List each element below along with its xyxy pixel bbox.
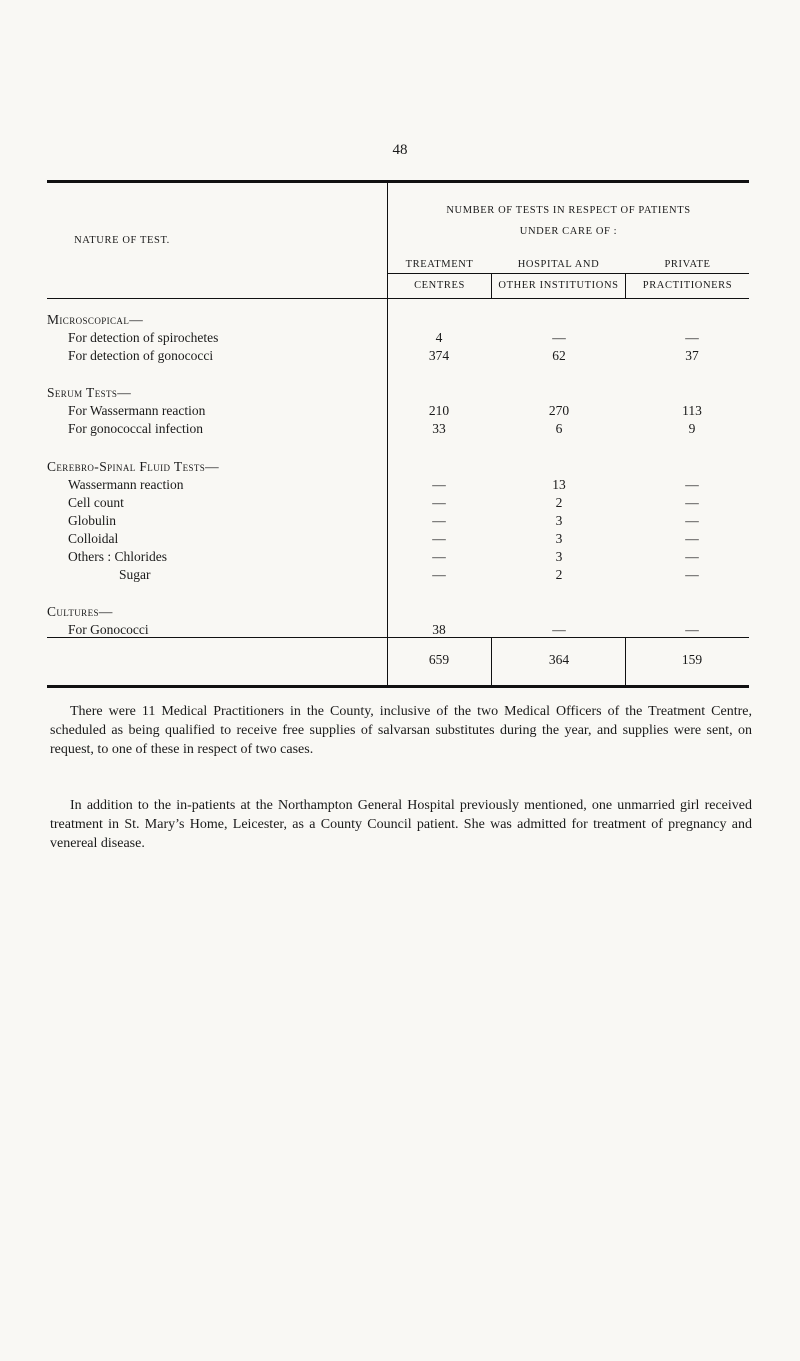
section-title-serum-tests: Serum Tests— bbox=[47, 385, 132, 400]
group-header-line-1: NUMBER OF TESTS IN RESPECT OF PATIENTS bbox=[446, 205, 691, 216]
row-label: Cell count bbox=[68, 495, 124, 510]
cell-treatment: 210 bbox=[428, 403, 450, 418]
row-label: For Gonococci bbox=[68, 622, 149, 637]
cell-private: — bbox=[685, 477, 699, 492]
col-private-header-1: PRIVATE bbox=[664, 259, 711, 270]
cell-hospital: 3 bbox=[555, 531, 563, 546]
col-treatment-header-1: TREATMENT bbox=[405, 259, 474, 270]
cell-treatment: 4 bbox=[435, 330, 443, 345]
cell-hospital: 62 bbox=[552, 348, 566, 363]
cell-treatment: 374 bbox=[428, 348, 450, 363]
cell-private: — bbox=[685, 549, 699, 564]
row-label: Others : Chlorides bbox=[68, 549, 167, 564]
cell-hospital: 3 bbox=[555, 513, 563, 528]
top-rule bbox=[47, 180, 749, 183]
row-label: For detection of spirochetes bbox=[68, 330, 219, 345]
cell-private: — bbox=[685, 531, 699, 546]
section-title-microscopical: Microscopical— bbox=[47, 312, 144, 327]
header-rule bbox=[47, 298, 749, 299]
col-private-header-2: PRACTITIONERS bbox=[642, 280, 733, 291]
section-title-cerebro-spinal: Cerebro-Spinal Fluid Tests— bbox=[47, 459, 220, 474]
paragraph-practitioners: There were 11 Medical Practitioners in the County, inclusive of the two Medical Officers of the Treatment Centre, scheduled as being qualified to receive free supplies of salvarsan substitutes during the year, and supplies were sent, on request, to one of these in respect of two cases. bbox=[50, 704, 752, 757]
cell-hospital: — bbox=[552, 622, 566, 637]
cell-hospital: 270 bbox=[548, 403, 570, 418]
cell-private: — bbox=[685, 495, 699, 510]
test-table bbox=[47, 180, 749, 688]
total-private: 159 bbox=[681, 652, 703, 667]
row-label: Globulin bbox=[68, 513, 117, 528]
column-divider-2-foot bbox=[491, 637, 492, 685]
cell-treatment: — bbox=[432, 549, 446, 564]
cell-hospital: 6 bbox=[555, 421, 563, 436]
row-label: Sugar bbox=[119, 567, 151, 582]
bottom-rule bbox=[47, 685, 749, 688]
col-hospital-header-2: OTHER INSTITUTIONS bbox=[498, 280, 619, 291]
cell-hospital: 13 bbox=[552, 477, 566, 492]
cell-private: — bbox=[685, 622, 699, 637]
cell-hospital: — bbox=[552, 330, 566, 345]
row-label: Wassermann reaction bbox=[68, 477, 184, 492]
cell-treatment: — bbox=[432, 495, 446, 510]
cell-private: 113 bbox=[682, 403, 702, 418]
cell-treatment: — bbox=[432, 531, 446, 546]
cell-treatment: — bbox=[432, 567, 446, 582]
cell-private: 9 bbox=[688, 421, 696, 436]
section-title-cultures: Cultures— bbox=[47, 604, 113, 619]
page-number: 48 bbox=[392, 142, 408, 158]
cell-treatment: — bbox=[432, 477, 446, 492]
cell-hospital: 2 bbox=[555, 495, 563, 510]
total-hospital: 364 bbox=[548, 652, 570, 667]
col-hospital-header-1: HOSPITAL AND bbox=[517, 259, 600, 270]
row-label: For Wassermann reaction bbox=[68, 403, 206, 418]
cell-private: — bbox=[685, 513, 699, 528]
row-label: Colloidal bbox=[68, 531, 119, 546]
cell-treatment: — bbox=[432, 513, 446, 528]
col-treatment-header-2: CENTRES bbox=[414, 280, 465, 291]
cell-private: — bbox=[685, 567, 699, 582]
column-divider-3-foot bbox=[625, 637, 626, 685]
cell-private: 37 bbox=[685, 348, 699, 363]
cell-private: — bbox=[685, 330, 699, 345]
cell-treatment: 33 bbox=[432, 421, 446, 436]
row-label: For detection of gonococci bbox=[68, 348, 214, 363]
group-header-line-2: UNDER CARE OF : bbox=[519, 226, 618, 237]
cell-hospital: 3 bbox=[555, 549, 563, 564]
total-treatment: 659 bbox=[428, 652, 450, 667]
paragraph-st-marys-home: In addition to the in-patients at the Northampton General Hospital previously mentioned, one unmarried girl received treatment in St. Mary’s Home, Leicester, as a County Council patient. She was admitted for treatment of pregnancy and venereal disease. bbox=[50, 798, 752, 851]
cell-treatment: 38 bbox=[432, 622, 446, 637]
nature-of-test-header: NATURE OF TEST. bbox=[74, 235, 170, 246]
cell-hospital: 2 bbox=[555, 567, 563, 582]
row-label: For gonococcal infection bbox=[68, 421, 203, 436]
totals-rule bbox=[47, 637, 749, 638]
